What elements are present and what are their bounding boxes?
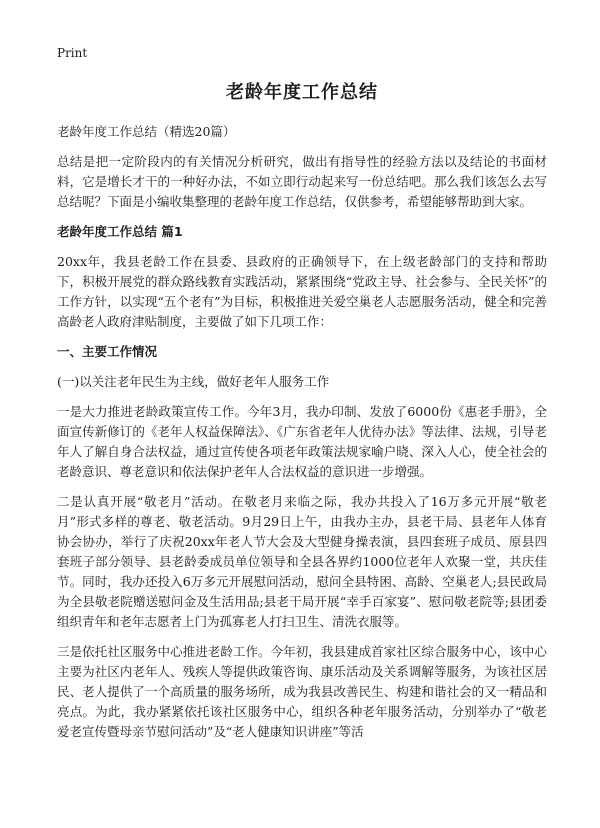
document-subtitle: 老龄年度工作总结（精选20篇） xyxy=(57,124,236,139)
article-heading: 老龄年度工作总结 篇1 xyxy=(57,224,183,239)
document-body xyxy=(57,78,547,752)
intro-paragraph: 总结是把一定阶段内的有关情况分析研究，做出有指导性的经验方法以及结论的书面材料，它是增长才干的一种好办法，不如立即行动起来写一份总结吧。那么我们该怎么去写总结呢？下面是小编收集整理的老龄年度工作总结，仅供参考，希望能够帮助到大家。 xyxy=(57,154,547,209)
page-title: 老龄年度工作总结 xyxy=(226,82,378,103)
paragraph-policy-promotion: 一是大力推进老龄政策宣传工作。今年3月，我办印制、发放了6000份《惠老手册》，全面宣传新修订的《老年人权益保障法》、《广东省老年人优待办法》等法律、法规，引导老年人了解自身合法权益，通过宣传使各项老年政策法规家喻户晓、深入人心，使全社会的老龄意识、尊老意识和依法保护老年人合法权益的意识进一步增强。 xyxy=(57,404,547,479)
section-heading-main-work: 一、主要工作情况 xyxy=(57,344,158,359)
paragraph-community-center: 三是依托社区服务中心推进老龄工作。今年初，我县建成首家社区综合服务中心，该中心主要为社区内老年人、残疾人等提供政策咨询、康乐活动及关系调解等服务，为该社区居民、老人提供了一个高质量的服务场所，成为我县改善民生、构建和谐社会的又一精品和亮点。为此，我办紧紧依托该社区服务中心，组织各种老年服务活动，分别举办了“敬老爱老宣传暨母亲节慰问活动”及“老人健康知识讲座”等活 xyxy=(57,644,547,739)
paragraph-respect-month: 二是认真开展“敬老月”活动。在敬老月来临之际，我办共投入了16万多元开展“敬老月”形式多样的尊老、敬老活动。9月29日上午，由我办主办，县老干局、县老年人体育协会协办，举行了庆祝20xx年老人节大会及大型健身操表演，县四套班子成员、原县四套班子部分领导、县老龄委成员单位领导和全县各界约1000位老年人欢聚一堂，共庆佳节。同时，我办还投入6万多元开展慰问活动，慰问全县特困、高龄、空巢老人;县民政局为全县敬老院赠送慰问金及生活用品;县老干局开展“幸手百家宴”、慰问敬老院等;县团委组织青年和老年志愿者上门为孤寡老人打扫卫生、清洗衣服等。 xyxy=(57,494,547,629)
article-intro-paragraph: 20xx年，我县老龄工作在县委、县政府的正确领导下，在上级老龄部门的支持和帮助下，积极开展党的群众路线教育实践活动，紧紧围绕“党政主导、社会参与、全民关怀”的工作方针，以实现“五个老有”为目标，积极推进关爱空巢老人志愿服务活动，健全和完善高龄老人政府津贴制度，主要做了如下几项工作： xyxy=(57,254,547,329)
print-link[interactable]: Print xyxy=(57,46,88,60)
subsection-heading: (一)以关注老年民生为主线，做好老年人服务工作 xyxy=(57,374,330,389)
